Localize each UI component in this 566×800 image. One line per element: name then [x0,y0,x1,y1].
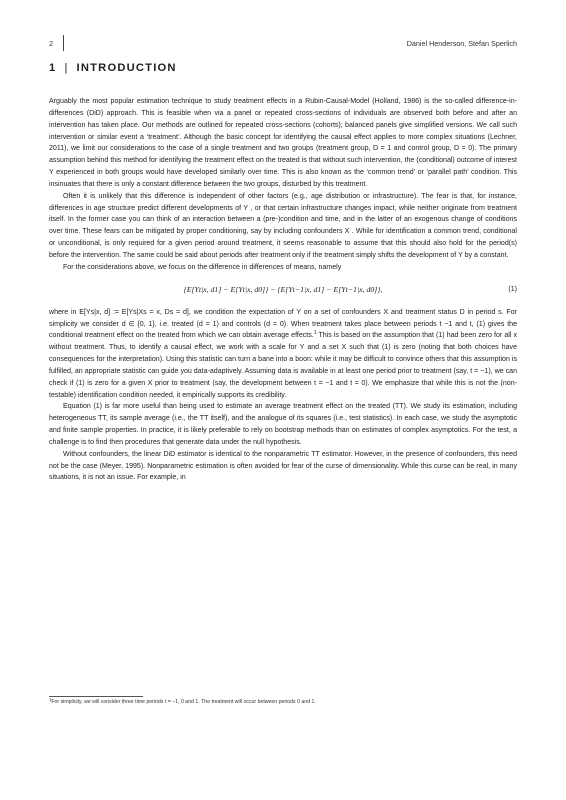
running-head-authors: Daniel Henderson, Stefan Sperlich [406,39,517,48]
page-number: 2 [49,39,53,48]
paragraph-2: Often it is unlikely that this difference is independent of other factors (e.g., age distribution or infrastructure). The fear is that, for instance, differences in age structure predict different developments of Y , or that certain infrastructure changes impact, while neither originate from treatment itself. In the former case you can think of an interaction between a (pre-)condition and time, and in the latter of an exogenous change of conditions over time. These fears can be mitigated by proper conditioning, say by including confounders X . While for identification a common trend, conditional or unconditional, is only required for a given period around treatment, it seems reasonable to assume that this should also hold for the period(s) before the intervention. The same could be said about periods after treatment only if the treatment simply shifts the development of Y by a constant. [49,192,517,259]
body-text [49,96,517,484]
equation-number: (1) [508,285,517,293]
paragraph-3: For the considerations above, we focus on the difference in differences of means, namely [63,263,342,271]
footnote [49,699,517,705]
paragraph-5: Equation (1) is far more useful than being used to estimate an average treatment effect on the treated (TT). We study its estimation, including heterogeneous TT, its sample average (i.e., the TT itself), and the analogue of its squares (i.e., test statistics). In each case, we study the asymptotic and finite sample properties. In practice, it is likely preferable to rely on bootstrap methods than on estimates of complex asymptotics. For the test, a challenge is to find then procedures that generate data under the null hypothesis. [49,403,517,446]
paragraph-1: Arguably the most popular estimation technique to study treatment effects in a Rubin-Causal-Model (Holland, 1986) is the so-called difference-in-differences (DiD) approach. This is feasible when via a panel or repeated cross-sections of individuals are observed both before and after an intervention has taken place. Our methods are outlined for repeated cross-sections (cohorts); balanced panels give simplified versions. We call such intervention or similar event a ‘treatment’. Although the basic concept for identifying the causal effect applies to more complex situations (Lechner, 2011), we limit our considerations to the case of a single treatment and two groups (treatment group, D = 1 and control group, D = 0). The primary assumption behind this method for identifying the treatment effect on the treated is that without such intervention, the (conditional) outcome of interest Y experienced in both groups would have developed similarly over time. This is also known as the ‘common trend’ or ‘parallel path’ condition. This insinuates that there is only a constant difference between the two groups, disturbed by this treatment. [49,98,517,188]
section-number: 1 [49,62,57,74]
equation-1 [49,278,517,304]
paragraph-4 [49,307,517,402]
section-separator: | [64,62,69,74]
footnote-divider [49,696,143,697]
equation-text: {E[Yt|x, d1] − E[Yt|x, d0]} − {E[Yt−1|x, d1] − E[Yt−1|x, d0]}, [183,284,383,294]
running-head [49,37,517,51]
section-title: INTRODUCTION [76,62,177,74]
header-divider [63,35,64,51]
footnote-mark: 1 [49,697,52,702]
paragraph-4-part-1: where in E[Ys|x, d] := E[Ys|Xs = x, Ds = d], we condition the expectation of Y on a set of confounders X and treatment status D in period s. For simplicity we consider d ∈ {0, 1}, i.e. treated (d = 1) and controls (d = 0). When treatment takes place between periods t −1 and t, (1) gives the conditional treatment effect on the treated from which we can obtain average effects. [49,308,517,340]
paragraph-4-part-2: This is based on the assumption that (1) had been zero for all x without treatment. Thus, to identify a causal effect, we work with a scale for Y and a set X such that (1) is zero (noting that both choices have consequences for the interpretation). Using this statistic can turn a bane into a boon: while it may be difficult to convince others that this assumption is fulfilled, an appropriate statistic can guide you data-adaptively. Assuming data is available in at least one period prior to treatment (say, t = −1), we can check if (1) is zero for a given X prior to treatment (say, the development between t = −1 and t = 0). We emphasize that while this is not the (non-testable) identification condition needed, it empirically supports its credibility. [49,332,517,399]
paragraph-6: Without confounders, the linear DiD estimator is identical to the nonparametric TT estimator. However, in the presence of confounders, this need not be the case (Meyer, 1995). Nonparametric estimation is often avoided for fear of the curse of dimensionality. While this curse can be real, in many situations, it is not an issue. For example, in [49,450,517,482]
section-heading [49,62,177,74]
footnote-text: For simplicity, we will consider three time periods t = −1, 0 and 1. The treatment will occur between periods 0 and 1. [51,699,316,705]
footnote-reference[interactable]: 1 [313,330,317,337]
